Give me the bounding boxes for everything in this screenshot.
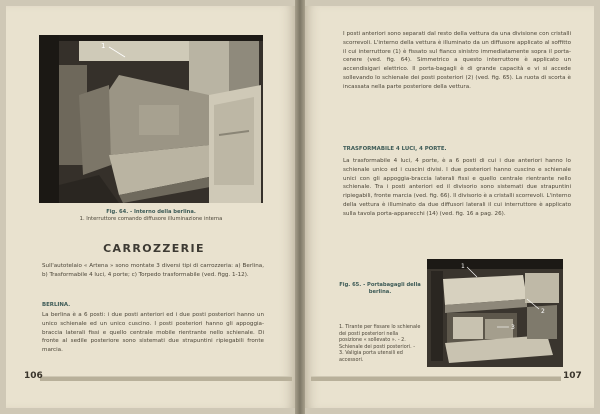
figure-64-title: Fig. 64. - Interno della berlina. (106, 209, 196, 215)
figure-65-photo (427, 259, 563, 367)
book-gutter (295, 0, 305, 414)
lighting-paragraph: I posti anteriori sono separati dal resto della vettura da una divisione con cristalli scorrevoli. L'interno della vettura è illuminato da un diffusore applicato al soffitto il cui interruttore (1) è fissato sul fianco sinistro immediatamente sopra il porta-cenere (ved. fig. 64). Simmetrico a questo interruttore è applicato un accendisigari elettrico. Il porta-bagagli è di grande capacità e vi si accede sollevando lo schienale dei posti posteriori (2) (ved. fig. 65). La ruota di scorta è incassata nella parte posteriore della vettura. (343, 31, 571, 90)
figure-64-caption (46, 209, 256, 223)
berlina-subheading: BERLINA. (42, 302, 71, 308)
figure-65-title: Fig. 65. - Portabagagli della berlina. (339, 282, 421, 295)
berlina-paragraph: La berlina è a 6 posti: i due posti anteriori ed i due posti posteriori hanno un unico schienale ed un unico cuscino. I posti posteriori hanno gli appoggia-braccia laterali fissi e quello centrale mobile rientrante nello schienale. Di fronte al sedile posteriore sono sistemati due strapuntini ripiegabili fronte marcia. (42, 312, 264, 354)
figure-65-callout-2: 2 (541, 308, 545, 315)
left-page (6, 6, 295, 408)
page-number-left: 106 (24, 371, 43, 381)
figure-64-legend: 1. Interruttore comando diffusore illuminazione interna (79, 216, 223, 222)
luggage-compartment-image (427, 259, 563, 367)
section-heading: CARROZZERIE (103, 242, 205, 255)
intro-paragraph: Sull'autotelaio « Artena » sono montate 3 diversi tipi di carrozzeria: a) Berlina, b) Trasformabile 4 luci, 4 porte; c) Torpedo trasformabile (ved. figg. 1-12). (42, 263, 264, 278)
figure-65-callout-3: 3 (511, 324, 515, 331)
berlina-interior-image (39, 35, 263, 203)
figure-65-legend: 1. Tirante per fissare lo schienale dei posti posteriori nella posizione « sollevato ». - 2. Schienale dei posti posteriori. - 3. Valigia porta utensili ed accessori. (339, 324, 421, 363)
trasformabile-paragraph: La trasformabile 4 luci, 4 porte, è a 6 posti di cui i due anteriori hanno lo schienale unico ed i cuscini divisi. I due posteriori hanno cuscino e schienale unici con gli appoggia-braccia laterali fissi e quello centrale rientrante nello schienale. Tra i posti anteriori ed il divisorio sono sistemati due strapuntini ripiegabili, fronte marcia (ved. fig. 66). Il divisorio è a cristalli scorrevoli. L'interno della vettura è illuminato da due diffusori laterali il cui interruttore è applicato sulla tavola porta-apparecchi (14) (ved. fig. 16 a pag. 26). (343, 158, 571, 217)
figure-65-callout-1: 1 (461, 263, 465, 270)
figure-64-callout: 1 (101, 42, 106, 50)
figure-64-photo (39, 35, 263, 203)
page-number-right: 107 (563, 371, 582, 381)
footer-rule-left (40, 376, 292, 381)
trasformabile-subheading: TRASFORMABILE 4 LUCI, 4 PORTE. (343, 146, 447, 152)
footer-rule-right (311, 376, 561, 381)
right-page (305, 6, 594, 408)
